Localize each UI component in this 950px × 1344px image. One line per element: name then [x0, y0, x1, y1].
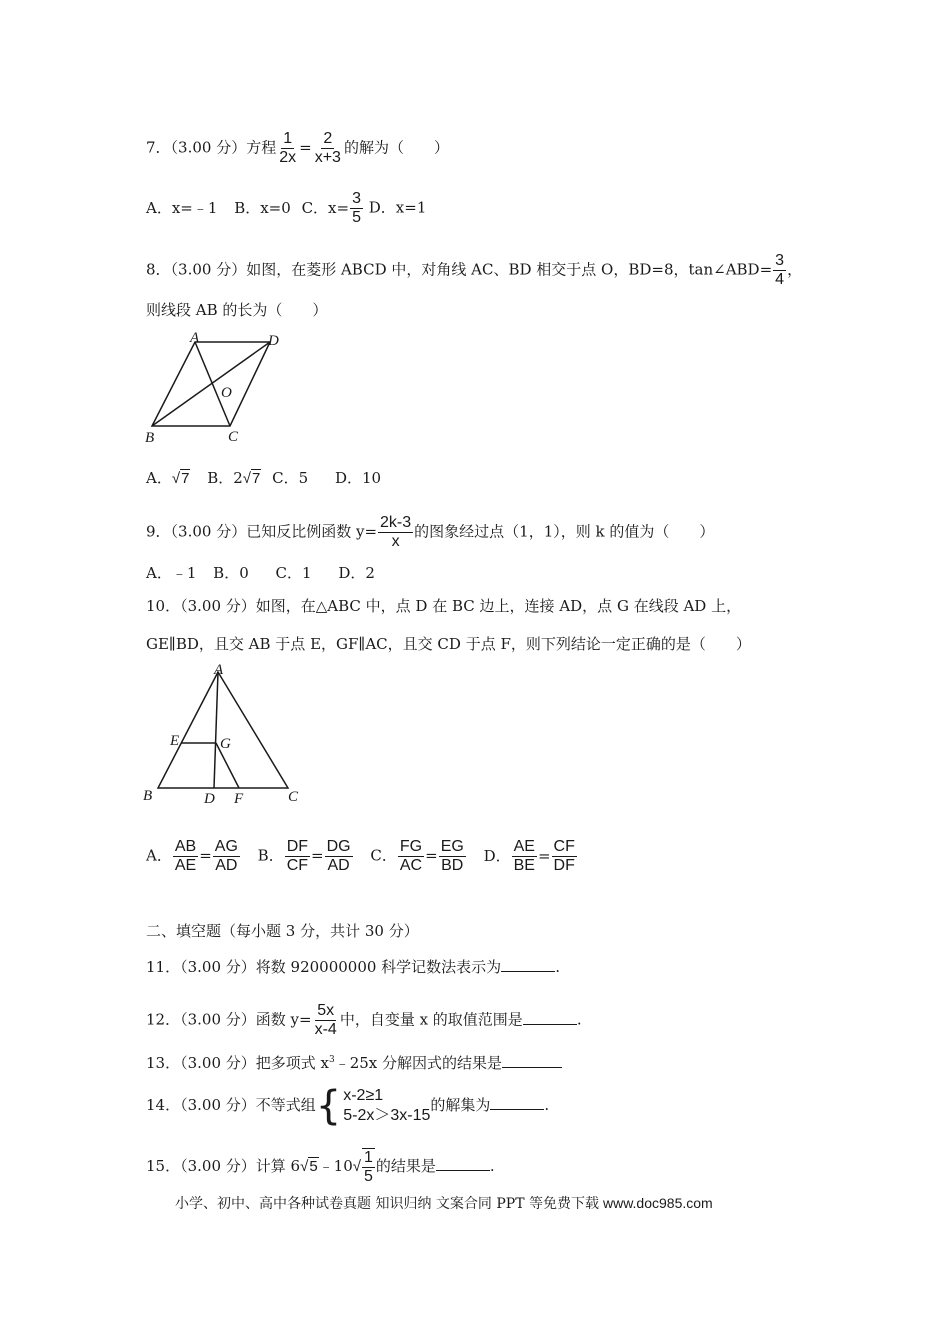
label-d: D	[268, 333, 279, 349]
triangle-figure	[138, 660, 313, 810]
q9-fraction: $\frac{2k-3}{x}$	[380, 514, 412, 550]
question-9: 9．（3.00 分）已知反比例函数 y= $\frac{2k-3}{x}$ 的图象经过点（1，1），则 k 的值为（ ）	[146, 514, 715, 550]
q7-fraction-1: $\frac{1}{2x}$	[279, 130, 297, 166]
question-11: 11．（3.00 分）将数 920000000 科学记数法表示为 .	[146, 958, 560, 976]
question-7: 7．（3.00 分）方程 $\frac{1}{2x}$ = $\frac{2}{x+3}$ 的解为（ ）	[146, 130, 449, 166]
q10-option-b: B． $\frac{DF}{CF}$ = $\frac{DG}{AD}$	[257, 838, 351, 874]
question-15: 15．（3.00 分）计算 6√5﹣10√ $\frac{1}{5}$ 的结果是 .	[146, 1149, 495, 1185]
label-a: A	[214, 662, 224, 678]
q7-option-d: D．x=1	[368, 198, 427, 217]
label-d: D	[204, 791, 215, 807]
q10-option-c: C． $\frac{FG}{AC}$ = $\frac{EG}{BD}$	[370, 838, 464, 874]
q7-option-c: C．x= $\frac{3}{5}$	[301, 190, 361, 226]
q9-option-a: A．﹣1	[146, 564, 197, 582]
inequality-system: { x-2≥1 5-2x＞3x-15	[315, 1083, 431, 1129]
label-a: A	[190, 330, 200, 346]
q12-fraction: $\frac{5x}{x-4}$	[314, 1002, 337, 1038]
question-10-line-1: 10．（3.00 分）如图，在△ABC 中，点 D 在 BC 边上，连接 AD，点 G 在线段 AD 上，	[146, 597, 742, 615]
answer-blank	[502, 1053, 562, 1068]
label-g: G	[220, 736, 231, 752]
question-8: 8．（3.00 分）如图，在菱形 ABCD 中，对角线 AC、BD 相交于点 O，BD=8，tan∠ABD= $\frac{3}{4}$ ，	[146, 252, 803, 288]
answer-blank	[490, 1095, 544, 1110]
q7-option-b: B．x=0	[234, 198, 291, 217]
q8-option-a: A．√7	[146, 469, 190, 487]
q10-option-a: A． $\frac{AB}{AE}$ = $\frac{AG}{AD}$	[146, 838, 238, 874]
label-e: E	[170, 733, 180, 749]
footer-url[interactable]: www.doc985.com	[602, 1195, 713, 1211]
label-o: O	[221, 385, 232, 401]
q8-options	[146, 468, 381, 489]
q7-option-a: A．x=﹣1	[146, 198, 218, 217]
q8-line-2: 则线段 AB 的长为（ ）	[146, 301, 328, 319]
label-f: F	[234, 791, 244, 807]
section-2-title: 二、填空题（每小题 3 分，共计 30 分）	[146, 922, 419, 940]
q9-option-c: C．1	[275, 564, 312, 582]
q10-option-d: D． $\frac{AE}{BE}$ = $\frac{CF}{DF}$	[483, 838, 575, 874]
q9-option-d: D．2	[338, 564, 375, 582]
question-14: 14．（3.00 分）不等式组 { x-2≥1 5-2x＞3x-15 的解集为 .	[146, 1083, 550, 1129]
question-12: 12．（3.00 分）函数 y= $\frac{5x}{x-4}$ 中，自变量 x 的取值范围是 .	[146, 1002, 582, 1038]
rhombus-figure	[140, 330, 290, 445]
answer-blank	[436, 1156, 490, 1171]
q10-options	[146, 838, 578, 875]
label-c: C	[228, 429, 239, 445]
label-b: B	[143, 788, 153, 804]
q7-options	[146, 190, 426, 227]
footer-banner: 小学、初中、高中各种试卷真题 知识归纳 文案合同 PPT 等免费下载 www.doc985.com	[175, 1195, 713, 1212]
q8-option-d: D．10	[334, 469, 382, 487]
label-b: B	[145, 430, 155, 445]
q8-option-b: B．2√7	[207, 469, 261, 487]
q7-prefix: 7．（3.00 分）方程	[146, 138, 277, 157]
q7-suffix: 的解为（ ）	[343, 138, 449, 157]
question-10-line-2: GE∥BD，且交 AB 于点 E，GF∥AC，且交 CD 于点 F，则下列结论一定正确的是（ ）	[146, 635, 751, 653]
q8-fraction: $\frac{3}{4}$	[775, 252, 785, 288]
q9-option-b: B．0	[213, 564, 249, 582]
q8-option-c: C．5	[272, 469, 309, 487]
answer-blank	[523, 1010, 577, 1025]
label-c: C	[288, 789, 299, 805]
q9-options	[146, 563, 375, 583]
q7-fraction-2: $\frac{2}{x+3}$	[314, 130, 341, 166]
question-13: 13．（3.00 分）把多项式 $x^3﹣25x$ 分解因式的结果是	[146, 1050, 562, 1073]
answer-blank	[501, 957, 555, 972]
